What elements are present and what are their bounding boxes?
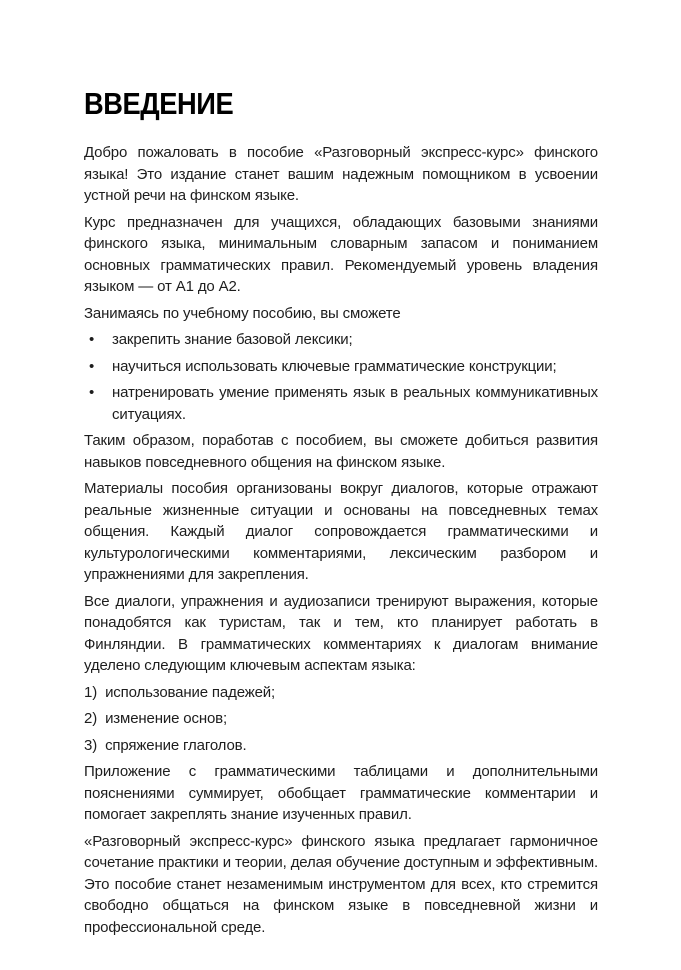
intro-paragraph: Курс предназначен для учащихся, обладающих базовыми знаниями финского языка, минимальным словарным запасом и пониманием основных грамматических правил. Рекомендуемый уровень владения языком — от А1 до А2. [84, 213, 598, 295]
bullet-item [84, 329, 598, 351]
body-paragraph: Таким образом, поработав с пособием, вы сможете добиться развития навыков повседневного общения на финском языке. [84, 432, 598, 471]
body-paragraph: Материалы пособия организованы вокруг диалогов, которые отражают реальные жизненные ситуации и основаны на повседневных темах общения. Каждый диалог сопровождается грамматическими и культурологическими комментариями, лексическим разбором и упражнениями для закрепления. [84, 480, 598, 583]
numbered-item-number: 1) [84, 683, 98, 701]
body-paragraph: Приложение с грамматическими таблицами и дополнительными пояснениями суммирует, обобщает грамматические комментарии и помогает закреплять знание изученных правил. [84, 763, 598, 823]
bullet-item [84, 356, 598, 378]
bullet-marker: • [89, 384, 95, 401]
bullet-list-lead-in: Занимаясь по учебному пособию, вы сможете [84, 304, 401, 322]
numbered-item [84, 735, 598, 757]
bullet-item-text: научиться использовать ключевые грамматические конструкции; [112, 357, 557, 375]
bullet-item-text: натренировать умение применять язык в реальных коммуникативных ситуациях. [112, 384, 598, 423]
bullet-item-text: закрепить знание базовой лексики; [112, 331, 353, 348]
numbered-list [84, 682, 598, 757]
bullet-list [84, 329, 598, 425]
closing-paragraph: «Разговорный экспресс-курс» финского языка предлагает гармоничное сочетание практики и теории, делая обучение доступным и эффективным. Это пособие станет незаменимым инструментом для всех, кто стремится свободно общаться на финском языке в повседневной жизни и профессиональной среде. [84, 832, 598, 936]
numbered-item-text: использование падежей; [105, 683, 276, 701]
bullet-marker: • [89, 331, 95, 348]
numbered-item [84, 682, 598, 704]
numbered-item-text: изменение основ; [105, 710, 227, 727]
numbered-item-number: 2) [84, 710, 98, 727]
numbered-item-number: 3) [84, 736, 98, 754]
bullet-marker: • [89, 357, 95, 375]
numbered-list-lead-in: Все диалоги, упражнения и аудиозаписи тренируют выражения, которые понадобятся как туристам, так и тем, кто планирует работать в Финляндии. В грамматических комментариях к диалогам внимание уделено следующим ключевым аспектам языка: [84, 592, 598, 674]
bullet-item [84, 382, 598, 425]
numbered-item-text: спряжение глаголов. [105, 736, 247, 754]
numbered-item [84, 708, 598, 730]
intro-paragraph: Добро пожаловать в пособие «Разговорный экспресс-курс» финского языка! Это издание станет вашим надежным помощником в усвоении устной речи на финском языке. [84, 144, 598, 204]
page-title: ВВЕДЕНИЕ [84, 86, 234, 121]
